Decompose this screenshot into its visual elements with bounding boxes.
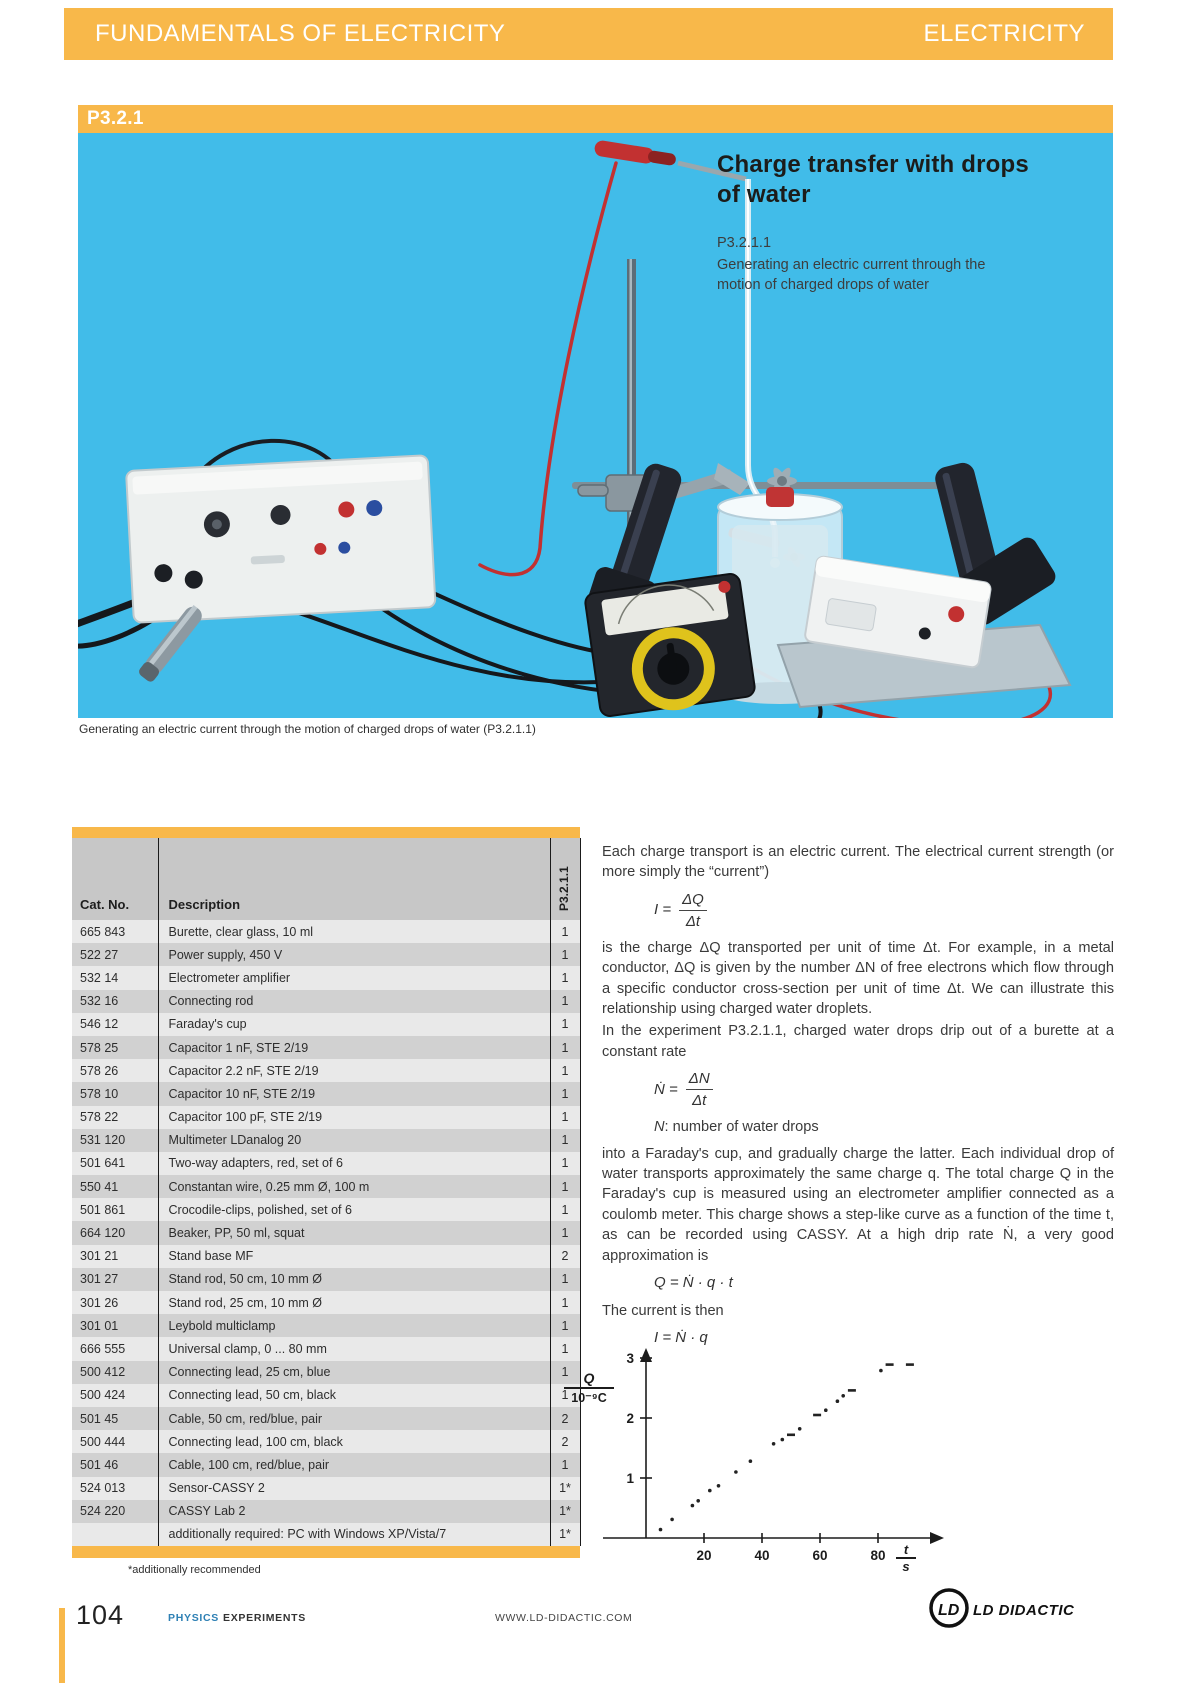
experiment-code: P3.2.1.1: [717, 235, 772, 251]
cell-catno: 666 555: [80, 1341, 126, 1356]
table-row: [72, 943, 580, 966]
cell-catno: 578 10: [80, 1086, 119, 1101]
charge-time-chart: [558, 1348, 1038, 1588]
table-row: [72, 1337, 580, 1360]
page-header-bar: [64, 8, 1113, 60]
formula-current: I = $\frac{\Delta Q}{\Delta t}$: [654, 890, 1114, 931]
page-title: Charge transfer with drops of water: [717, 151, 1029, 208]
cell-quantity: 1: [550, 1129, 580, 1152]
cell-description: Crocodile-clips, polished, set of 6: [158, 1198, 550, 1221]
article-column: [602, 842, 1114, 1355]
table-row: [72, 1407, 580, 1430]
cell-description: Beaker, PP, 50 ml, squat: [158, 1221, 550, 1244]
cell-quantity: 1*: [550, 1500, 580, 1523]
table-row: [72, 1477, 580, 1500]
table-row: [72, 1245, 580, 1268]
svg-text:3: 3: [626, 1351, 634, 1366]
y-axis-label: $\frac{Q}{\text{10⁻⁹C}}$: [564, 1370, 614, 1405]
paragraph-3: In the experiment P3.2.1.1, charged water drops drip out of a burette at a constant rate: [602, 1023, 1114, 1060]
cell-quantity: 1*: [550, 1523, 580, 1546]
table-row: [72, 1129, 580, 1152]
cell-catno: 578 26: [80, 1063, 119, 1078]
cell-catno: 664 120: [80, 1226, 126, 1241]
table-row: [72, 1059, 580, 1082]
table-row: [72, 1361, 580, 1384]
cell-quantity: 1: [550, 1337, 580, 1360]
table-row: [72, 1013, 580, 1036]
equipment-table: [72, 827, 580, 1558]
cell-description: Connecting rod: [158, 990, 550, 1013]
cell-catno: 546 12: [80, 1017, 119, 1032]
cell-quantity: 1: [550, 1453, 580, 1476]
paragraph-5: The current is then: [602, 1302, 724, 1319]
cell-description: Stand rod, 50 cm, 10 mm Ø: [158, 1268, 550, 1291]
ld-logo-monogram: LD: [938, 1602, 960, 1619]
header-left-title: FUNDAMENTALS OF ELECTRICITY: [95, 20, 506, 47]
cell-quantity: 1: [550, 1384, 580, 1407]
cell-catno: 665 843: [80, 924, 126, 939]
cell-catno: 501 45: [80, 1411, 119, 1426]
cell-description: Capacitor 10 nF, STE 2/19: [158, 1082, 550, 1105]
section-code: P3.2.1: [87, 108, 144, 129]
svg-text:40: 40: [754, 1548, 770, 1563]
table-top-rule: [72, 827, 580, 838]
cell-quantity: 1: [550, 1082, 580, 1105]
formula-current-result: I = Ṅ · q: [654, 1328, 708, 1346]
cell-description: Cable, 100 cm, red/blue, pair: [158, 1453, 550, 1476]
table-bottom-rule: [72, 1546, 580, 1558]
cell-catno: 301 21: [80, 1249, 119, 1264]
table-row: [72, 1082, 580, 1105]
cell-description: Connecting lead, 50 cm, black: [158, 1384, 550, 1407]
cell-description: Constantan wire, 0.25 mm Ø, 100 m: [158, 1175, 550, 1198]
cell-description: Connecting lead, 100 cm, black: [158, 1430, 550, 1453]
table-row: [72, 1175, 580, 1198]
cell-quantity: 1: [550, 1175, 580, 1198]
cell-quantity: 1: [550, 1314, 580, 1337]
cell-description: Two-way adapters, red, set of 6: [158, 1152, 550, 1175]
cell-quantity: 1*: [550, 1477, 580, 1500]
formula-charge: Q = Ṅ · q · t: [654, 1274, 733, 1292]
cell-catno: 501 641: [80, 1156, 126, 1171]
cell-catno: 501 861: [80, 1202, 126, 1217]
ld-didactic-logo: [925, 1583, 1095, 1633]
cell-description: Capacitor 2.2 nF, STE 2/19: [158, 1059, 550, 1082]
footer-accent-bar: [59, 1608, 65, 1683]
table-row: [72, 1500, 580, 1523]
svg-text:2: 2: [626, 1411, 634, 1426]
cell-description: Stand base MF: [158, 1245, 550, 1268]
photo-caption: Generating an electric current through the motion of charged drops of water (P3.2.1.1): [79, 722, 536, 736]
paragraph-2: is the charge ΔQ transported per unit of time Δt. For example, in a metal conductor, ΔQ is given by the number ΔN of free electrons which flow through a specific conductor cross-section per unit of time Δt. We can illustrate this relationship using charged water droplets.: [602, 939, 1114, 1018]
table-row: [72, 1036, 580, 1059]
cell-quantity: 2: [550, 1245, 580, 1268]
paragraph-1: Each charge transport is an electric current. The electrical current strength (or more simply the “current”): [602, 844, 1114, 881]
table-row: [72, 1453, 580, 1476]
cell-quantity: 2: [550, 1407, 580, 1430]
cell-description: Electrometer amplifier: [158, 966, 550, 989]
multimeter: [584, 573, 756, 718]
cell-quantity: 2: [550, 1430, 580, 1453]
ld-logo-text: LD DIDACTIC: [973, 1602, 1075, 1619]
cell-catno: 522 27: [80, 947, 119, 962]
section-code-bar: [78, 105, 1113, 133]
paragraph-4: into a Faraday's cup, and gradually charge the latter. Each individual drop of water transports approximately the same charge q. The total charge Q in the Faraday's cup is measured using an electrometer amplifier connected as a coulomb meter. This charge shows a step-like curve as a function of the time t, as can be recorded using CASSY. At a high drip rate Ṅ, a very good approximation is: [602, 1145, 1114, 1264]
cell-description: Cable, 50 cm, red/blue, pair: [158, 1407, 550, 1430]
table-footnote: *additionally recommended: [128, 1564, 261, 1576]
cell-quantity: 1: [550, 1059, 580, 1082]
cell-description: Burette, clear glass, 10 ml: [158, 920, 550, 943]
cell-description: Connecting lead, 25 cm, blue: [158, 1361, 550, 1384]
formula-drip-rate: Ṅ = $\frac{\Delta N}{\Delta t}$: [654, 1069, 1114, 1110]
table-row: [72, 1221, 580, 1244]
cell-catno: 550 41: [80, 1179, 119, 1194]
power-supply: [126, 455, 436, 623]
experiment-description: Generating an electric current through the motion of charged drops of water: [717, 257, 986, 293]
column-header-description: Description: [158, 838, 550, 920]
table-row: [72, 1430, 580, 1453]
header-right-title: ELECTRICITY: [923, 20, 1085, 47]
cell-description: Leybold multiclamp: [158, 1314, 550, 1337]
table-row: [72, 1198, 580, 1221]
cell-catno: 531 120: [80, 1133, 126, 1148]
cell-description: additionally required: PC with Windows XP/Vista/7: [158, 1523, 550, 1546]
cell-description: Sensor-CASSY 2: [158, 1477, 550, 1500]
cell-quantity: 1: [550, 920, 580, 943]
cell-description: CASSY Lab 2: [158, 1500, 550, 1523]
table-row: [72, 1384, 580, 1407]
cell-catno: 500 412: [80, 1365, 126, 1380]
cell-quantity: 1: [550, 1361, 580, 1384]
cell-catno: 578 25: [80, 1040, 119, 1055]
svg-text:20: 20: [696, 1548, 712, 1563]
cell-description: Capacitor 1 nF, STE 2/19: [158, 1036, 550, 1059]
cell-description: Multimeter LDanalog 20: [158, 1129, 550, 1152]
table-row: [72, 1291, 580, 1314]
cell-quantity: 1: [550, 1013, 580, 1036]
table-row: [72, 1314, 580, 1337]
cell-catno: 524 220: [80, 1504, 126, 1519]
svg-text:60: 60: [812, 1548, 828, 1563]
cell-catno: 301 01: [80, 1318, 119, 1333]
cell-catno: 532 14: [80, 970, 119, 985]
formula-note: N: number of water drops: [654, 1119, 819, 1136]
cell-catno: 578 22: [80, 1110, 119, 1125]
cell-catno: 500 444: [80, 1434, 126, 1449]
x-axis-label: $\frac{t}{s}$: [896, 1542, 916, 1574]
cell-catno: 501 46: [80, 1457, 119, 1472]
table-row: [72, 1152, 580, 1175]
column-header-experiment-label: P3.2.1.1: [556, 866, 571, 911]
cell-catno: [72, 1523, 158, 1546]
cell-quantity: 1: [550, 990, 580, 1013]
cell-quantity: 1: [550, 943, 580, 966]
cell-quantity: 1: [550, 1221, 580, 1244]
svg-text:1: 1: [626, 1471, 634, 1486]
cell-quantity: 1: [550, 1291, 580, 1314]
cell-catno: 524 013: [80, 1481, 126, 1496]
cell-description: Stand rod, 25 cm, 10 mm Ø: [158, 1291, 550, 1314]
table-row: [72, 1523, 580, 1546]
cell-catno: 301 27: [80, 1272, 119, 1287]
column-header-catno: Cat. No.: [80, 897, 130, 912]
chart-plot-area: [558, 1348, 1038, 1588]
table-row: [72, 966, 580, 989]
table-header-row: [72, 838, 580, 920]
cell-quantity: 1: [550, 1268, 580, 1291]
hero-text-block: [717, 150, 1032, 295]
cell-quantity: 1: [550, 1152, 580, 1175]
page-number: 104: [76, 1600, 125, 1630]
cell-quantity: 1: [550, 1198, 580, 1221]
cell-quantity: 1: [550, 1036, 580, 1059]
cell-quantity: 1: [550, 1106, 580, 1129]
cell-description: Capacitor 100 pF, STE 2/19: [158, 1106, 550, 1129]
experiment-photo: [78, 133, 1113, 718]
cell-description: Universal clamp, 0 ... 80 mm: [158, 1337, 550, 1360]
footer-series-label: PHYSICS EXPERIMENTS: [168, 1612, 306, 1624]
svg-text:80: 80: [870, 1548, 886, 1563]
cell-catno: 500 424: [80, 1388, 126, 1403]
cell-description: Faraday's cup: [158, 1013, 550, 1036]
table-row: [72, 990, 580, 1013]
red-clamp: [594, 139, 677, 168]
table-row: [72, 1268, 580, 1291]
table-row: [72, 920, 580, 943]
cell-quantity: 1: [550, 966, 580, 989]
cell-catno: 532 16: [80, 994, 119, 1009]
table-row: [72, 1106, 580, 1129]
cell-description: Power supply, 450 V: [158, 943, 550, 966]
footer-url: WWW.LD-DIDACTIC.COM: [495, 1612, 633, 1624]
column-header-experiment: [550, 838, 580, 920]
cell-catno: 301 26: [80, 1295, 119, 1310]
